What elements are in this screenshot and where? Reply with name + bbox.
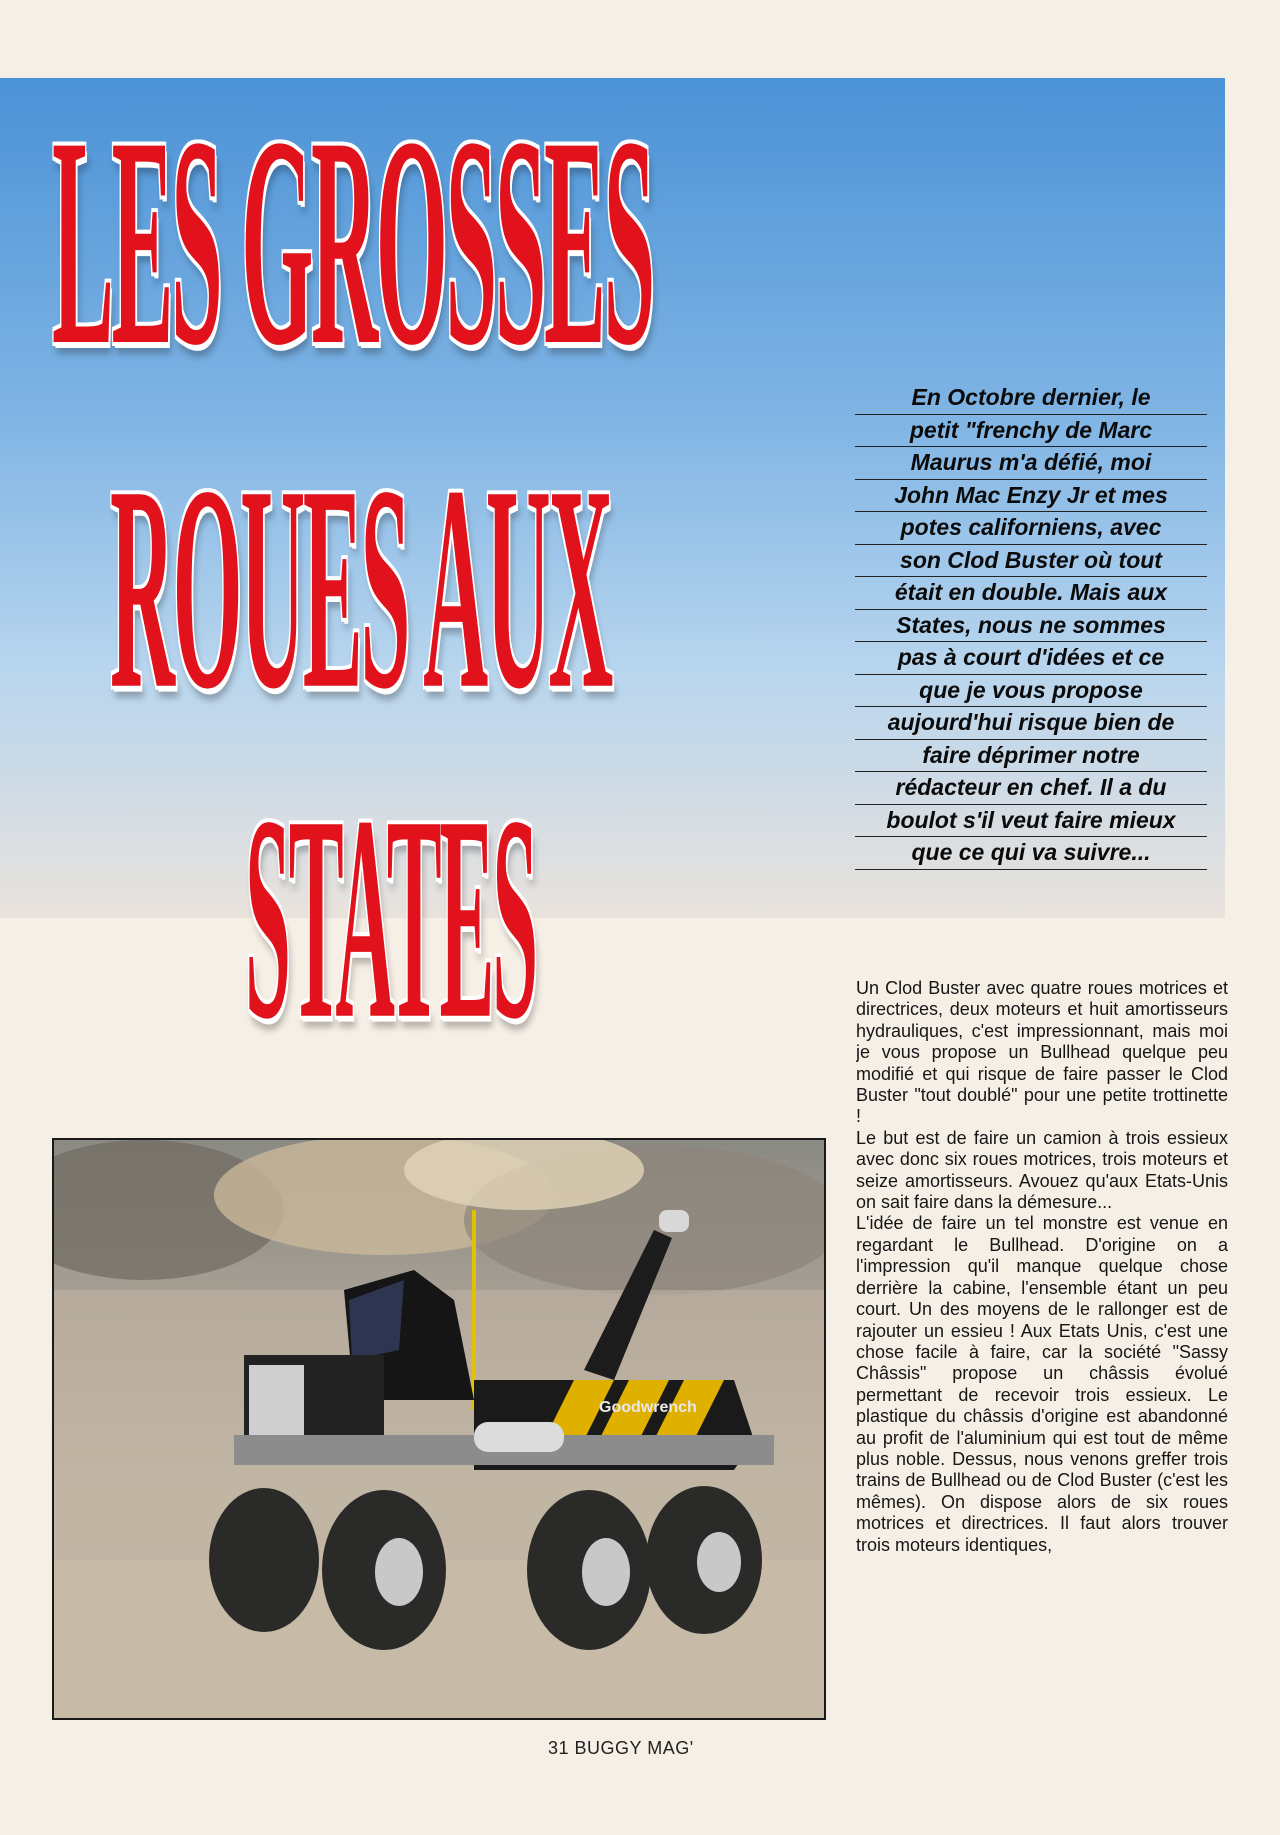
article-body [856, 978, 1228, 1722]
intro-line: que je vous propose [855, 675, 1207, 708]
page-footer [548, 1738, 694, 1759]
intro-line: En Octobre dernier, le [855, 382, 1207, 415]
intro-line: potes californiens, avec [855, 512, 1207, 545]
intro-block [855, 382, 1207, 870]
magazine-name: BUGGY MAG' [574, 1738, 694, 1758]
title-line-3: STATES [245, 756, 536, 1081]
body-paragraph-3: L'idée de faire un tel monstre est venue en regardant le Bullhead. D'origine on a l'impression qu'il manque quelque chose derrière la cabine, l'ensemble étant un peu court. Un des moyens de le rallonger est de rajouter un essieu ! Aux Etats Unis, c'est une chose facile à faire, car la société "Sassy Châssis" propose un châssis évolué permettant de recevoir trois essieux. Le plastique du châssis d'origine est abandonné au profit de l'aluminium qui est tout de même plus noble. Dessus, nous venons greffer trois trains de Bullhead ou de Clod Buster (c'est les mêmes). On dispose alors de six roues motrices et directrices. Il faut alors trouver trois moteurs identiques, [856, 1213, 1228, 1555]
intro-line: boulot s'il veut faire mieux [855, 805, 1207, 838]
intro-line: rédacteur en chef. Il a du [855, 772, 1207, 805]
truck-illustration [54, 1140, 824, 1718]
truck-photo [52, 1138, 826, 1720]
title-line-1: LES GROSSES [52, 76, 653, 408]
intro-line: pas à court d'idées et ce [855, 642, 1207, 675]
intro-line: Maurus m'a défié, moi [855, 447, 1207, 480]
intro-line: petit "frenchy de Marc [855, 415, 1207, 448]
intro-line: States, nous ne sommes [855, 610, 1207, 643]
page-number: 31 [548, 1738, 570, 1758]
title-line-2: ROUES AUX [110, 426, 611, 751]
truck-label: Goodwrench [599, 1399, 697, 1416]
body-paragraph-2: Le but est de faire un camion à trois essieux avec donc six roues motrices, trois moteurs et seize amortisseurs. Avouez qu'aux Etats-Unis on sait faire dans la démesure... [856, 1127, 1228, 1213]
intro-line: faire déprimer notre [855, 740, 1207, 773]
intro-line: John Mac Enzy Jr et mes [855, 480, 1207, 513]
intro-line: aujourd'hui risque bien de [855, 707, 1207, 740]
intro-line: était en double. Mais aux [855, 577, 1207, 610]
intro-line: son Clod Buster où tout [855, 545, 1207, 578]
body-paragraph-1: Un Clod Buster avec quatre roues motrices et directrices, deux moteurs et huit amortisseurs hydrauliques, c'est impressionnant, mais moi je vous propose un Bullhead quelque peu modifié et qui risque de faire passer le Clod Buster "tout doublé" pour une petite trottinette ! [856, 978, 1228, 1127]
intro-line: que ce qui va suivre... [855, 837, 1207, 870]
